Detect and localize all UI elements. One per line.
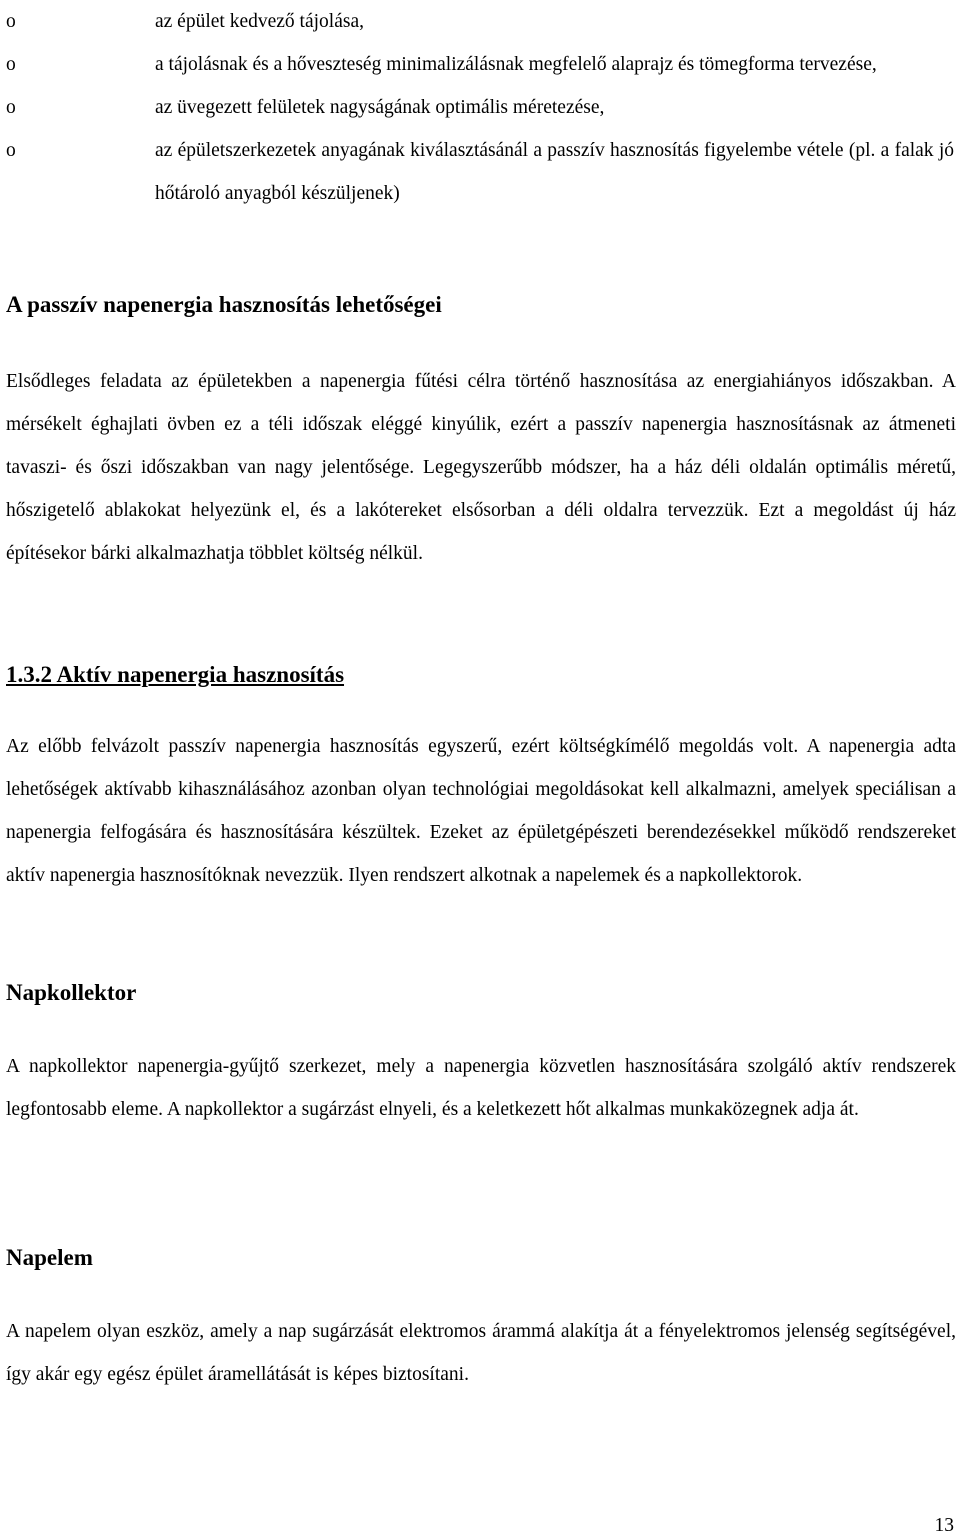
list-item-text: az épületszerkezetek anyagának kiválasztásánál a passzív hasznosítás figyelembe vétele (pl. a falak jó hőtároló anyagból készüljenek) <box>155 140 954 204</box>
active-solar-heading: 1.3.2 Aktív napenergia hasznosítás <box>6 662 345 687</box>
list-item-text: az épület kedvező tájolása, <box>155 11 364 32</box>
page-number: 13 <box>934 1515 954 1536</box>
list-item-text: az üvegezett felületek nagyságának optimális méretezése, <box>155 97 605 118</box>
bullet-list <box>0 0 960 215</box>
solar-panel-paragraph: A napelem olyan eszköz, amely a nap sugárzását elektromos árammá alakítja át a fényelektromos jelenség segítségével, így akár egy egész épület áramellátását is képes biztosítani. <box>6 1321 956 1385</box>
list-item <box>0 43 960 86</box>
bullet-marker: o <box>6 140 16 161</box>
bullet-marker: o <box>6 11 16 32</box>
bullet-marker: o <box>6 97 16 118</box>
list-item <box>0 0 960 43</box>
solar-panel-heading: Napelem <box>6 1245 93 1270</box>
passive-solar-paragraph: Elsődleges feladata az épületekben a napenergia fűtési célra történő hasznosítása az energiahiányos időszakban. A mérsékelt éghajlati övben ez a téli időszak eléggé kinyúlik, ezért a passzív napenergia hasznosításnak az átmeneti tavaszi- és őszi időszakban van nagy jelentősége. Legegyszerűbb módszer, ha a ház déli oldalán optimális méretű, hőszigetelő ablakokat helyezünk el, és a lakótereket elsősorban a déli oldalra tervezzük. Ezt a megoldást új ház építésekor bárki alkalmazhatja többlet költség nélkül. <box>6 371 956 564</box>
bullet-marker: o <box>6 54 16 75</box>
active-solar-paragraph: Az előbb felvázolt passzív napenergia hasznosítás egyszerű, ezért költségkímélő megoldás volt. A napenergia adta lehetőségek aktívabb kihasználásához azonban olyan technológiai megoldásokat kell alkalmazni, amelyek speciálisan a napenergia felfogására és hasznosítására készültek. Ezeket az épületgépészeti berendezésekkel működő rendszereket aktív napenergia hasznosítóknak nevezzük. Ilyen rendszert alkotnak a napelemek és a napkollektorok. <box>6 736 956 886</box>
list-item-text: a tájolásnak és a hőveszteség minimalizálásnak megfelelő alaprajz és tömegforma tervezése, <box>155 54 877 75</box>
passive-solar-heading: A passzív napenergia hasznosítás lehetőségei <box>6 292 442 317</box>
list-item <box>0 86 960 129</box>
solar-collector-heading: Napkollektor <box>6 980 137 1005</box>
list-item <box>0 129 960 215</box>
solar-collector-paragraph: A napkollektor napenergia-gyűjtő szerkezet, mely a napenergia közvetlen hasznosítására szolgáló aktív rendszerek legfontosabb eleme. A napkollektor a sugárzást elnyeli, és a keletkezett hőt alkalmas munkaközegnek adja át. <box>6 1056 956 1120</box>
